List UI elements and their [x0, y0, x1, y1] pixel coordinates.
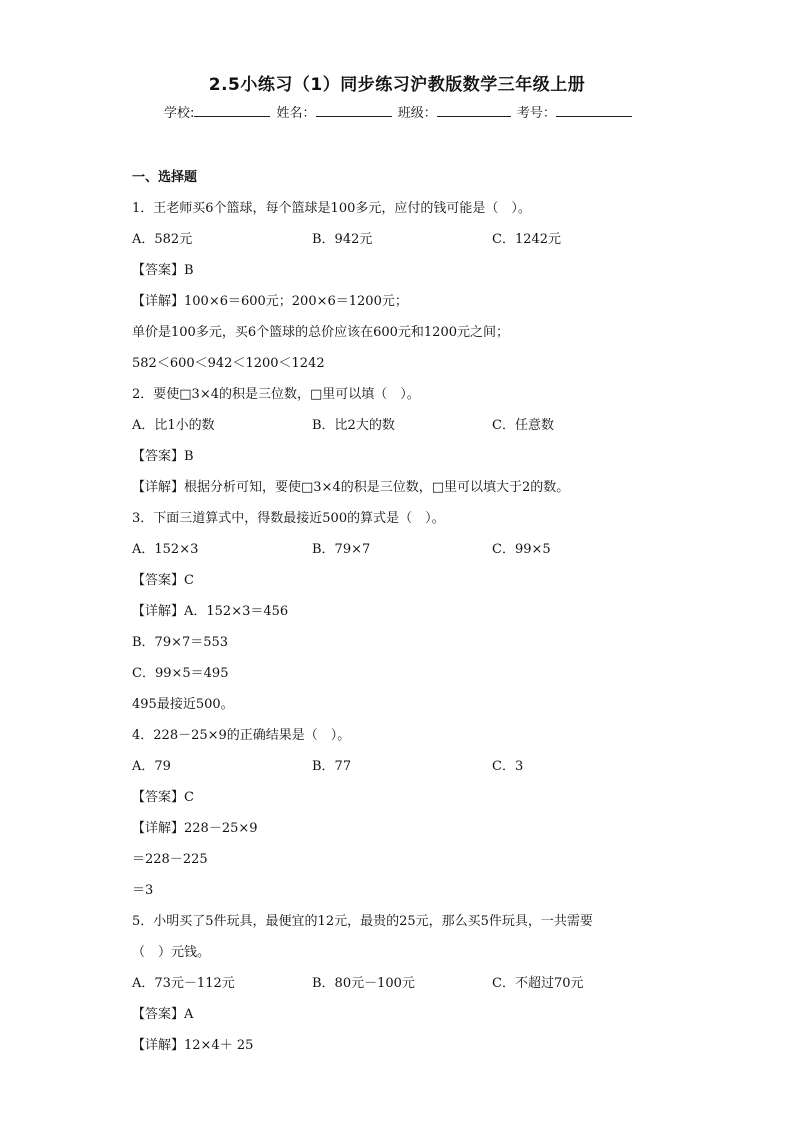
name-blank — [316, 104, 392, 117]
question-stem: 5．小明买了5件玩具，最便宜的12元，最贵的25元，那么买5件玩具，一共需要 — [132, 914, 593, 929]
explanation-line: 【详解】12×4＋ 25 — [132, 1038, 254, 1053]
question-stem: 4．228－25×9的正确结果是（ ）。 — [132, 728, 351, 743]
question-stem-continued: （ ）元钱。 — [132, 945, 211, 960]
explanation-line: 【详解】228－25×9 — [132, 821, 258, 836]
explanation-line: ＝228－225 — [132, 852, 208, 867]
explanation-line: B．79×7＝553 — [132, 635, 229, 650]
question-stem: 3．下面三道算式中，得数最接近500的算式是（ ）。 — [132, 511, 445, 526]
exercise-content — [132, 162, 672, 1061]
question-options — [132, 224, 672, 255]
question-stem: 1．王老师买6个篮球，每个篮球是100多元，应付的钱可能是（ ）。 — [132, 201, 531, 216]
option-c: C．1242元 — [492, 232, 562, 247]
school-label: 学校: — [164, 106, 195, 121]
answer: 【答案】C — [132, 790, 194, 805]
option-a: A．582元 — [132, 232, 193, 247]
question-options — [132, 410, 672, 441]
question-stem: 2．要使□3×4的积是三位数，□里可以填（ ）。 — [132, 387, 420, 402]
class-blank — [437, 104, 511, 117]
option-b: B．77 — [312, 759, 352, 774]
explanation-line: 495最接近500。 — [132, 697, 234, 712]
option-c: C．99×5 — [492, 542, 551, 557]
id-blank — [556, 104, 632, 117]
student-info-line — [164, 102, 634, 121]
option-c: C．不超过70元 — [492, 976, 584, 991]
option-a: A．79 — [132, 759, 171, 774]
option-b: B．比2大的数 — [312, 418, 395, 433]
explanation-line: 单价是100多元，买6个篮球的总价应该在600元和1200元之间； — [132, 325, 509, 340]
answer: 【答案】B — [132, 263, 194, 278]
option-a: A．152×3 — [132, 542, 199, 557]
school-blank — [194, 104, 270, 117]
section-title: 一、选择题 — [132, 170, 198, 185]
name-label: 姓名： — [276, 106, 316, 121]
option-c: C．任意数 — [492, 418, 554, 433]
question-options — [132, 751, 672, 782]
id-label: 考号： — [516, 106, 556, 121]
page-title: 2.5小练习（1）同步练习沪教版数学三年级上册 — [208, 75, 586, 95]
option-b: B．80元－100元 — [312, 976, 415, 991]
option-b: B．79×7 — [312, 542, 371, 557]
class-label: 班级： — [397, 106, 437, 121]
question-options — [132, 534, 672, 565]
answer: 【答案】B — [132, 449, 194, 464]
explanation-line: 【详解】100×6＝600元；200×6＝1200元； — [132, 294, 408, 309]
answer: 【答案】A — [132, 1007, 194, 1022]
option-a: A．73元－112元 — [132, 976, 235, 991]
explanation-line: 582＜600＜942＜1200＜1242 — [132, 356, 325, 371]
option-b: B．942元 — [312, 232, 373, 247]
explanation-line: 【详解】根据分析可知，要使□3×4的积是三位数，□里可以填大于2的数。 — [132, 480, 570, 495]
explanation-line: 【详解】A．152×3＝456 — [132, 604, 289, 619]
option-a: A．比1小的数 — [132, 418, 215, 433]
question-options — [132, 968, 672, 999]
explanation-line: C．99×5＝495 — [132, 666, 229, 681]
answer: 【答案】C — [132, 573, 194, 588]
explanation-line: ＝3 — [132, 883, 154, 898]
option-c: C．3 — [492, 759, 524, 774]
